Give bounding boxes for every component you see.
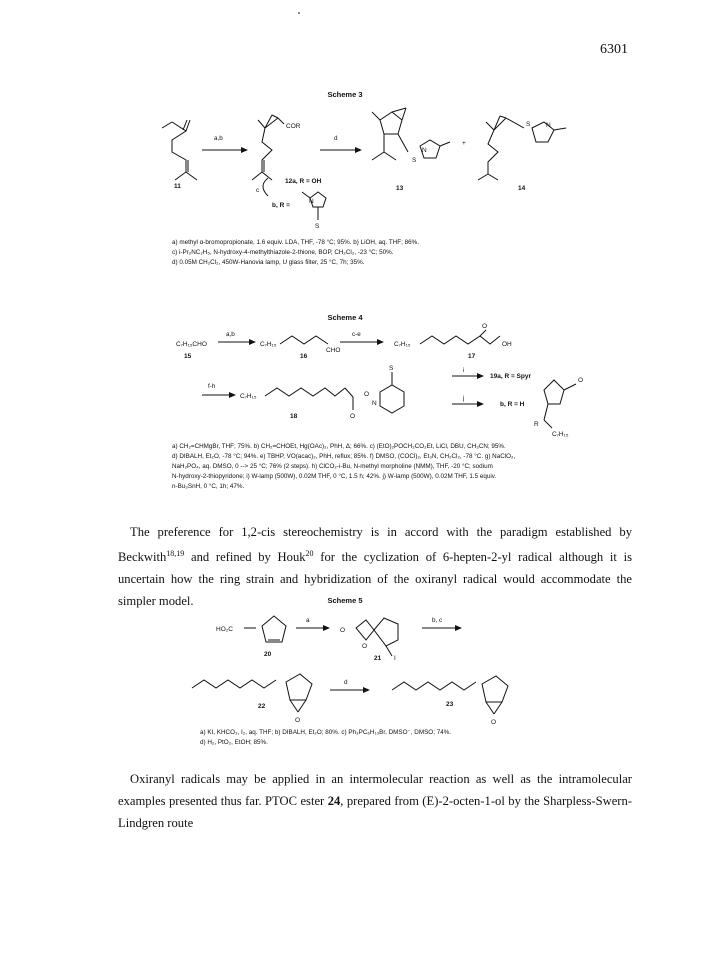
scheme3-condition-line: c) i-Pr₂NC₂H₅, N-hydroxy-4-methylthiazole-2-thione, BOP, CH₂Cl₂, -23 °C; 50%. <box>172 249 394 256</box>
compound-21-iodo: I <box>394 655 396 662</box>
compound-22-chain <box>192 680 276 688</box>
s4-arrow-i-label: i <box>463 367 465 374</box>
scheme5-title: Scheme 5 <box>327 596 363 605</box>
compound-22-ring <box>286 674 312 700</box>
arrow-a-s5-head <box>323 625 330 631</box>
arrow-fh-s4-head <box>229 392 236 398</box>
arrow-d-s3-head <box>355 147 362 153</box>
arrow-bc-s5-head <box>455 625 462 631</box>
s4-arrow-ab-label: a,b <box>226 331 235 338</box>
compound-22-epoxide-b <box>298 700 306 712</box>
intermediate-12-structure <box>252 115 284 180</box>
compound-18-carbonyl-o: O <box>350 413 356 420</box>
compound-17-o: O <box>482 323 488 330</box>
compound-18-s: S <box>389 365 394 372</box>
compound-22-label: 22 <box>258 703 266 710</box>
product-19-epoxide <box>564 384 576 390</box>
compound-21-ring <box>374 618 398 646</box>
compound-18-ester-o: O <box>364 391 370 398</box>
compound-16-label: 16 <box>300 353 308 360</box>
s4-arrow-fh-label: f-h <box>208 383 216 390</box>
s3-n-atom: N <box>309 198 314 205</box>
pyridinethione-ring <box>380 385 404 413</box>
s4-arrow-j-label: j <box>463 395 465 402</box>
arrow-ab-s3-head <box>241 147 248 153</box>
compound-18-r: C₇H₁₅ <box>240 393 257 400</box>
scheme4-condition-line: a) CH₂=CHMgBr, THF; 75%. b) CH₂=CHOEt, Hg(OAc)₂, PhH, Δ; 66%. c) (EtO)₂POCH₂CO₂Et, LiCl, DBU, CH₃CN; 95%. <box>172 443 506 450</box>
compound-11-structure <box>162 120 197 180</box>
compound-15-label: 15 <box>184 353 192 360</box>
compound-17-r: C₇H₁₅ <box>394 341 411 348</box>
scheme3-conditions <box>172 238 419 268</box>
compound-21-label: 21 <box>374 655 382 662</box>
s3-arrow-c-label: c <box>256 187 260 194</box>
page-number: 6301 <box>600 42 628 57</box>
compound-18-chain <box>265 388 345 396</box>
compound-23-ring <box>482 676 508 702</box>
s3-13-n-atom: N <box>422 147 427 154</box>
compound-18-n: N <box>372 400 377 407</box>
compound-13-label: 13 <box>396 185 404 192</box>
compound-22-epoxide-a <box>290 700 298 712</box>
s3-14-n-atom: N <box>546 122 551 129</box>
paragraph1-text-b: and refined by Houk <box>184 550 306 565</box>
product-19b-label: b, R = H <box>500 401 525 408</box>
compound-12a-label: 12a, R = OH <box>285 178 322 185</box>
paragraph1-text-a: The preference for 1,2-cis stereochemistry is in accord with the paradigm established by Beckwith <box>118 525 632 565</box>
arrow-j-s4-head <box>477 401 484 407</box>
scheme3-structures <box>162 108 566 220</box>
arrow-ce-s4-head <box>377 339 384 345</box>
paragraph1-text-c: for the cyclization of 6-hepten-2-yl radical although it is uncertain how the ring strain and hybridization of the oxiranyl radical would accommodate the simpler model. <box>118 550 632 609</box>
compound-11-label: 11 <box>174 183 181 190</box>
s3-s-atom: S <box>315 223 320 230</box>
arrow-ab-s4-head <box>249 339 256 345</box>
product-19-o: O <box>578 377 584 384</box>
scheme3-condition-line: d) 0.05M CH₂Cl₂, 450W-Hanovia lamp, U glass filter, 25 °C, 7h; 35%. <box>172 259 365 266</box>
s4-arrow-ce-label: c-e <box>352 331 361 338</box>
compound-21-carbonyl-o: O <box>340 627 346 634</box>
product-19-c7h15: C₇H₁₅ <box>552 431 569 438</box>
scheme4-condition-line: N-hydroxy-2-thiopyridone; i) W-lamp (500W), 0.02M THF, 0 °C, 1.5 h; 42%. j) W-lamp (500W), 0.02M THF, 1.5 equiv. <box>172 473 497 480</box>
paragraph2-text-b: , prepared from (E)-2-octen-1-ol by the Sharpless-Swern-Lindgren route <box>118 794 632 830</box>
s5-arrow-a-label: a <box>306 617 310 624</box>
compound-17-label: 17 <box>468 353 476 360</box>
scheme5-condition-line: d) H₂, PtO₂, EtOH; 85%. <box>200 739 268 746</box>
scheme4-conditions <box>172 442 515 492</box>
compound-16-cho: CHO <box>326 347 341 354</box>
product-19a-label: 19a, R = Spyr <box>490 373 532 380</box>
compound-12b-label: b, R = <box>272 202 290 209</box>
compound-13-structure <box>372 108 450 160</box>
paragraph1-ref-beckwith: 18,19 <box>166 549 185 558</box>
compound-20-ring <box>262 616 286 642</box>
compound-14-structure <box>478 116 566 180</box>
paragraph-stereochemistry <box>118 521 632 612</box>
s3-14-s-atom: S <box>526 121 531 128</box>
product-19-sidechain <box>544 404 548 420</box>
s3-arrow-ab-label: a,b <box>214 135 223 142</box>
compound-21-iodo-bond <box>386 646 392 656</box>
plus-sign: + <box>462 140 466 147</box>
compound-20-acid: HO₂C <box>216 626 233 633</box>
s3-arrow-d-label: d <box>334 135 338 142</box>
product-19-c7h15-bond <box>544 420 552 428</box>
scheme5-condition-line: a) KI, KHCO₃, I₂, aq. THF; b) DIBALH, Et₂O; 80%. c) Ph₃PC₆H₁₃Br, DMSO⁻, DMSO; 74%. <box>200 729 452 736</box>
s3-13-s-atom: S <box>412 157 417 164</box>
compound-14-label: 14 <box>518 185 526 192</box>
paragraph-intermolecular <box>118 768 632 834</box>
product-19-ring <box>544 380 564 404</box>
scheme4-condition-line: d) DIBALH, Et₂O, -78 °C; 94%. e) TBHP, VO(acac)₂, PhH, reflux; 85%. f) DMSO, (COCl)₂, Et₃N, CH₂Cl₂, -78 °C. g) NaClO₂, <box>172 453 516 460</box>
compound-22-o: O <box>295 717 301 724</box>
scheme4-condition-line: NaH₂PO₄, aq. DMSO, 0 --> 25 °C; 76% (2 steps). h) ClCO₂-i-Bu, N-methyl morpholine (NMM), THF, -20 °C; sodium <box>172 463 493 470</box>
compound-17-oh: OH <box>502 341 512 348</box>
s5-arrow-bc-label: b, c <box>432 617 443 624</box>
compound-23-epoxide-a <box>486 702 494 714</box>
compound-18-carbonyl-link <box>345 388 353 397</box>
scheme4-title: Scheme 4 <box>327 313 363 322</box>
scheme3-title: Scheme 3 <box>327 90 363 99</box>
scheme5-conditions <box>200 728 451 748</box>
s3-cor-label: COR <box>286 123 301 130</box>
product-19-r: R <box>534 421 539 428</box>
paragraph2-text-a: Oxiranyl radicals may be applied in an intermolecular reaction as well as the intramolecular examples presented thus far. PTOC ester <box>118 772 632 808</box>
compound-17-epoxide <box>480 330 486 336</box>
s5-arrow-d-label: d <box>344 679 348 686</box>
compound-17-chain <box>420 336 500 344</box>
compound-23-label: 23 <box>446 701 454 708</box>
scheme4-condition-line: n-Bu₃SnH, 0 °C, 1h; 47%. <box>172 483 245 490</box>
compound-21-ring-o: O <box>362 643 368 650</box>
arrow-d-s5-head <box>363 687 370 693</box>
paragraph2-compound-24: 24 <box>327 794 341 808</box>
thiazole-thione-structure <box>302 192 326 220</box>
arrow-i-s4-head <box>477 373 484 379</box>
scheme5-structures <box>192 616 508 714</box>
compound-23-o: O <box>491 719 497 726</box>
compound-21-lactone <box>356 620 374 640</box>
compound-16-chain <box>280 336 328 344</box>
arrow-c-curve <box>263 178 268 196</box>
compound-23-chain <box>392 682 476 690</box>
compound-16-r: C₇H₁₅ <box>260 341 277 348</box>
compound-23-epoxide-b <box>494 702 502 714</box>
compound-18-label: 18 <box>290 413 298 420</box>
paragraph1-ref-houk: 20 <box>305 549 314 558</box>
scheme3-condition-line: a) methyl α-bromopropionate, 1.6 equiv. LDA, THF, -78 °C; 95%. b) LiOH, aq. THF; 86%. <box>172 239 419 246</box>
compound-20-label: 20 <box>264 651 272 658</box>
s4-start-label: C₇H₁₅CHO <box>176 341 207 348</box>
